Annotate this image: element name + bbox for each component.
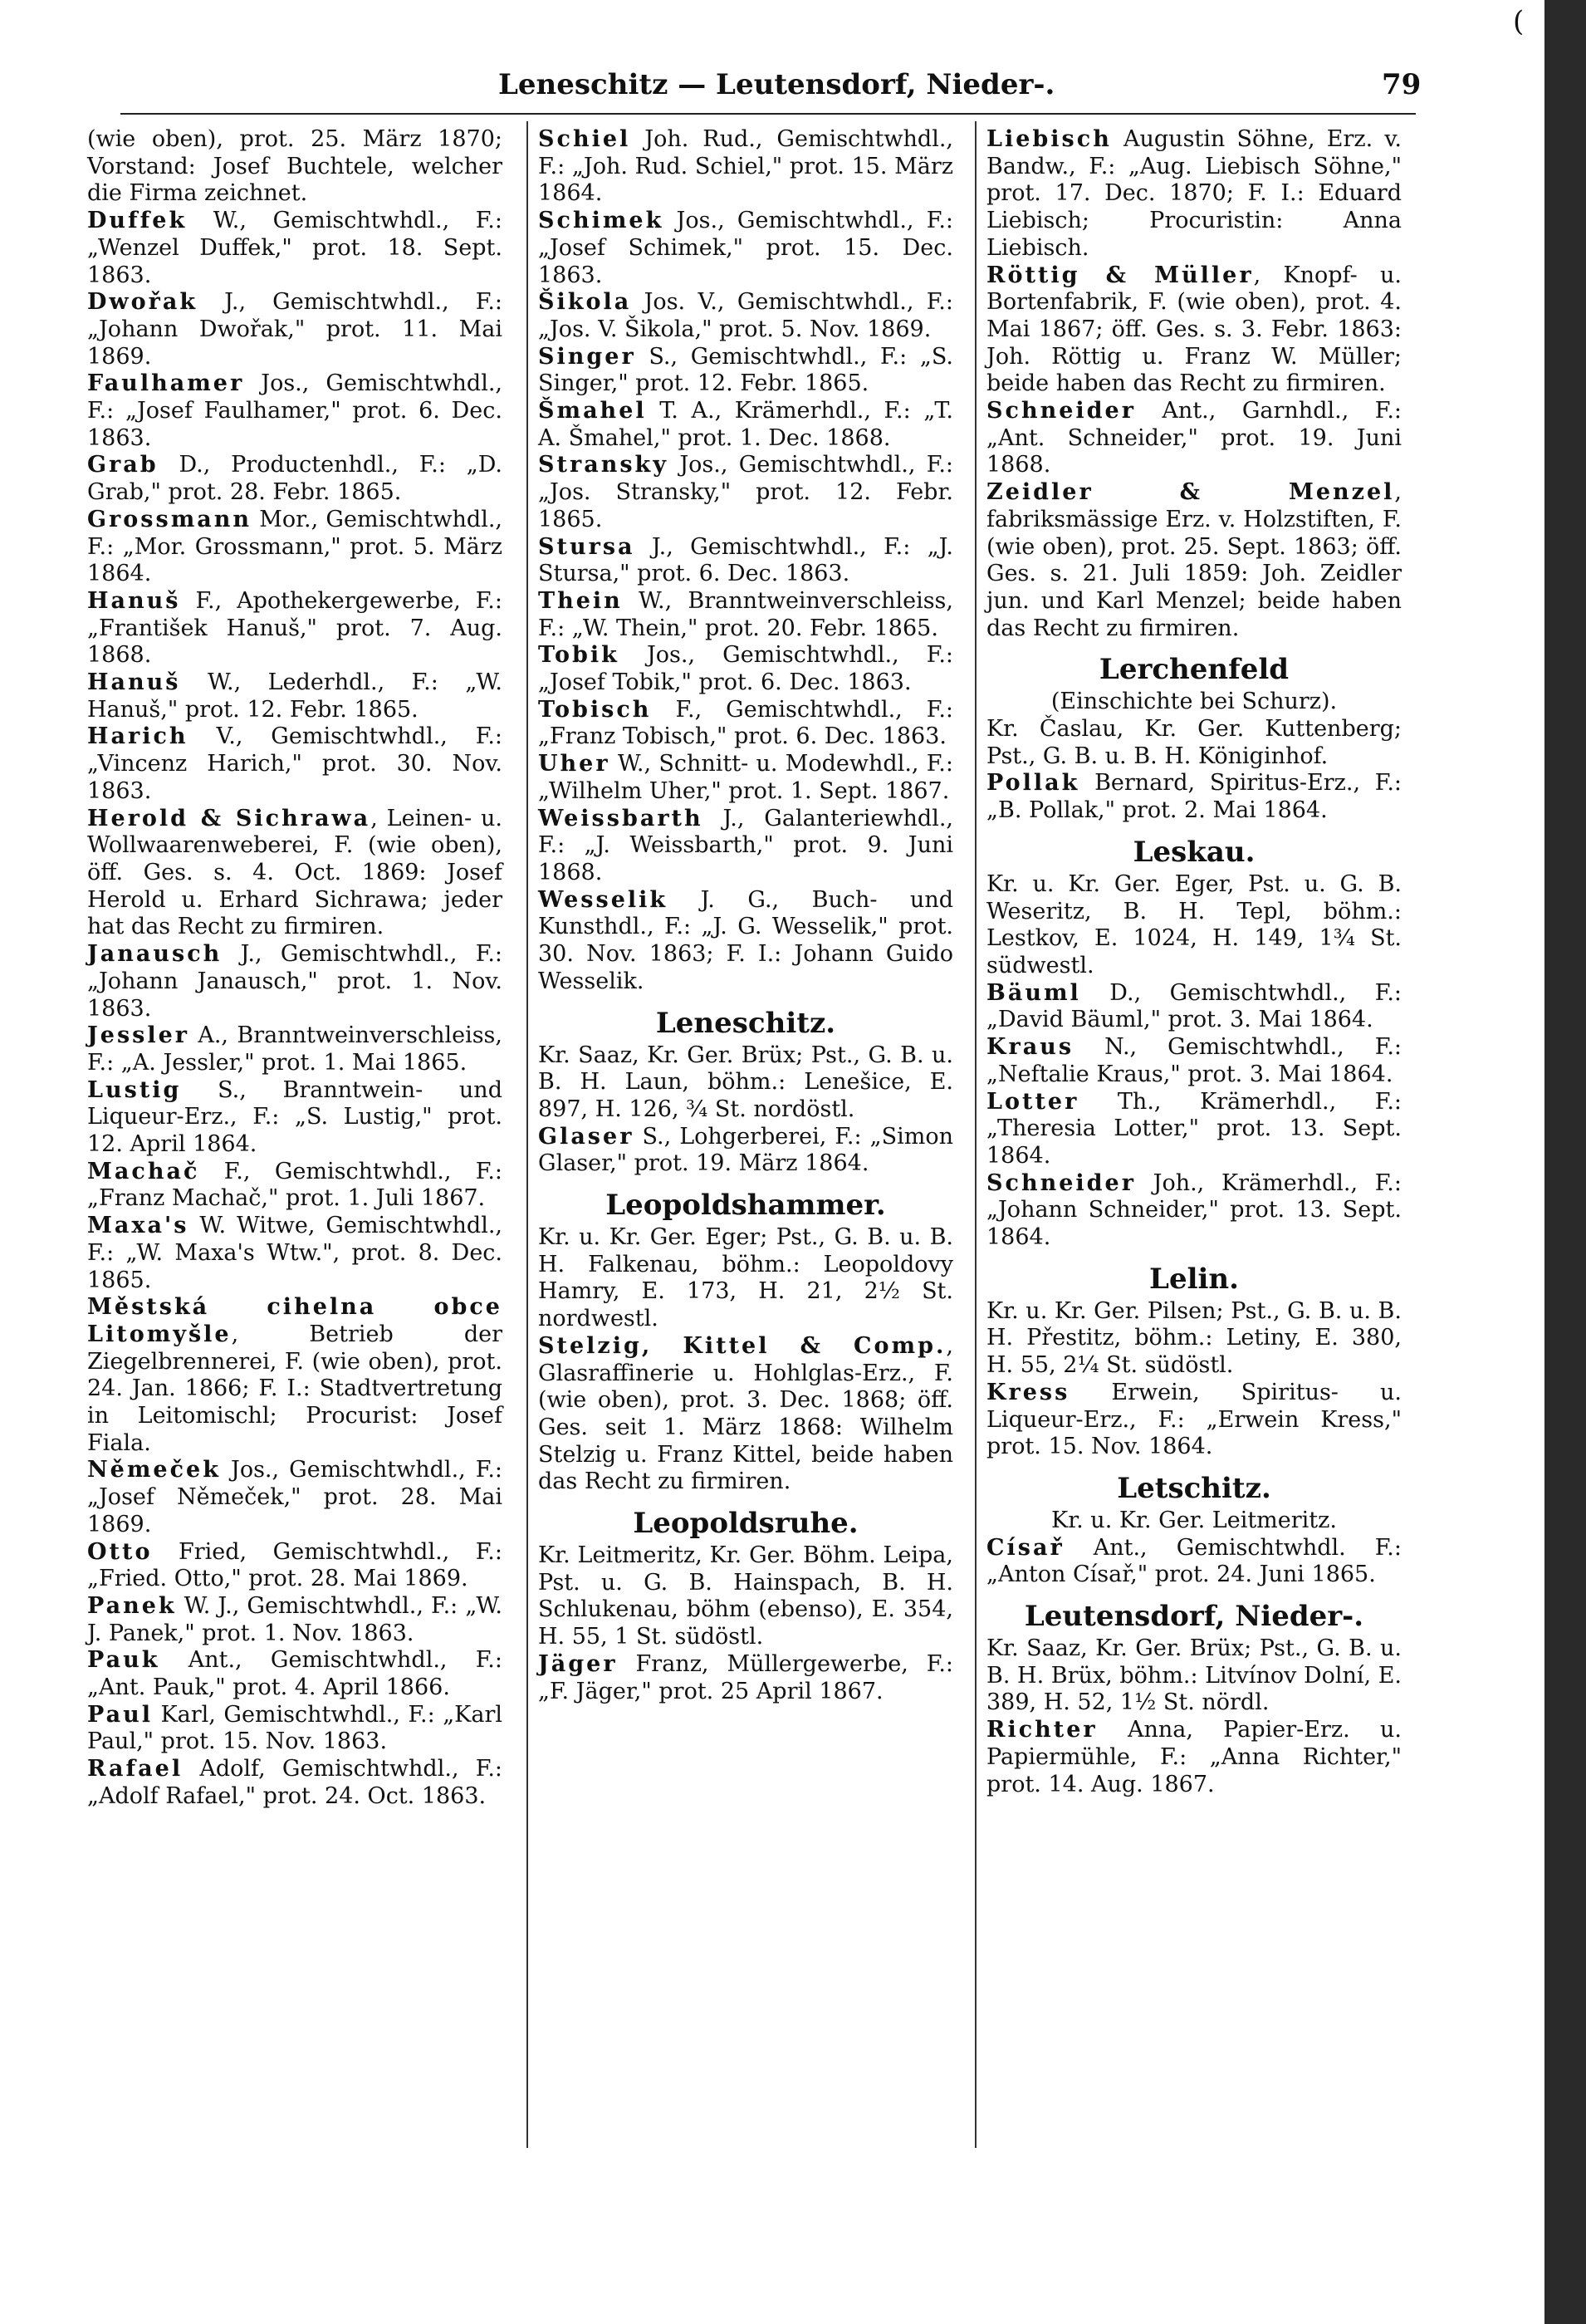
- directory-entry: [538, 208, 953, 289]
- entry-name: Císař: [986, 1534, 1065, 1561]
- entry-name: Machač: [87, 1158, 200, 1184]
- entry-details: Jos. V., Gemischtwhdl., F.: „Jos. V. Šikola," prot. 5. Nov. 1869.: [538, 289, 953, 342]
- entry-name: Schneider: [986, 1169, 1136, 1196]
- directory-entry: [538, 887, 953, 996]
- place-description: Kr. Saaz, Kr. Ger. Brüx; Pst., G. B. u. B. H. Laun, böhm.: Lenešice, E. 897, H. 126, ¾ St. nordöstl.: [538, 1042, 953, 1122]
- directory-entry: [986, 770, 1402, 824]
- directory-entry: [538, 1124, 953, 1178]
- directory-entry: [87, 370, 502, 452]
- place-description: Kr. u. Kr. Ger. Eger; Pst., G. B. u. B. H. Falkenau, böhm.: Leopoldovy Hamry, E. 173, H. 21, 2½ St. nordwestl.: [538, 1224, 953, 1332]
- entry-name: Šmahel: [538, 398, 647, 424]
- entry-name: Herold & Sichrawa: [87, 805, 371, 831]
- entry-details: Joh. Rud., Gemischtwhdl., F.: „Joh. Rud. Schiel," prot. 15. März 1864.: [538, 126, 953, 207]
- entry-name: Weissbarth: [538, 805, 703, 831]
- directory-entry: [87, 1539, 502, 1593]
- entry-details: S., Lohgerberei, F.: „Simon Glaser," prot. 19. März 1864.: [538, 1123, 953, 1177]
- entry-name: Harich: [87, 723, 188, 750]
- directory-entry: [538, 289, 953, 343]
- entry-name: Wesselik: [538, 886, 668, 913]
- scan-edge: [1544, 0, 1586, 2324]
- place-description: Kr. u. Kr. Ger. Eger, Pst. u. G. B. Weseritz, B. H. Tepl, böhm.: Lestkov, E. 1024, H. 149, 1¾ St. südwestl.: [986, 870, 1402, 978]
- directory-entry: [87, 1457, 502, 1538]
- directory-entry: [538, 588, 953, 642]
- entry-name: Tobisch: [538, 696, 652, 723]
- entry-details: J., Gemischtwhdl., F.: „Johann Janausch," prot. 1. Nov. 1863.: [87, 941, 502, 1022]
- directory-entry: [87, 507, 502, 588]
- place-heading: Leskau.: [1133, 835, 1256, 869]
- entry-details: , Betrieb der Ziegelbrennerei, F. (wie oben), prot. 24. Jan. 1866; F. I.: Stadtvertretung in Leitomischl; Procurist: Josef Fiala.: [87, 1321, 502, 1456]
- directory-entry: [986, 1034, 1402, 1088]
- entry-details: J., Gemischtwhdl., F.: „J. Stursa," prot. 6. Dec. 1863.: [538, 533, 953, 587]
- entry-details: , Leinen- u. Wollwaarenweberei, F. (wie oben), öff. Ges. s. 4. Oct. 1869: Josef Herold u. Erhard Sichrawa; jeder hat das Recht zu firmiren.: [87, 805, 502, 940]
- directory-entry: [538, 806, 953, 887]
- entry-name: Singer: [538, 343, 636, 370]
- entry-details: F., Gemischtwhdl., F.: „Franz Machač," prot. 1. Juli 1867.: [87, 1158, 502, 1212]
- directory-entry: [538, 344, 953, 398]
- directory-entry: [986, 126, 1402, 262]
- entry-name: Thein: [538, 587, 623, 614]
- entry-details: A., Branntweinverschleiss, F.: „A. Jessler," prot. 1. Mai 1865.: [87, 1022, 502, 1076]
- entry-details: S., Gemischtwhdl., F.: „S. Singer," prot. 12. Febr. 1865.: [538, 343, 953, 397]
- entry-details: Franz, Müllergewerbe, F.: „F. Jäger," prot. 25 April 1867.: [538, 1650, 953, 1704]
- running-header: [0, 68, 1544, 118]
- directory-entry: [986, 1717, 1402, 1798]
- directory-entry: [986, 1535, 1402, 1589]
- place-heading: Leopoldshammer.: [605, 1189, 886, 1223]
- entry-details: W., Branntweinverschleiss, F.: „W. Thein," prot. 20. Febr. 1865.: [538, 587, 953, 641]
- entry-details: J., Gemischtwhdl., F.: „Johann Dwořak," prot. 11. Mai 1869.: [87, 289, 502, 370]
- entry-details: Mor., Gemischtwhdl., F.: „Mor. Grossmann," prot. 5. März 1864.: [87, 506, 502, 587]
- entry-name: Glaser: [538, 1123, 634, 1150]
- entry-name: Paul: [87, 1701, 153, 1728]
- directory-entry: [986, 398, 1402, 479]
- entry-details: S., Branntwein- und Liqueur-Erz., F.: „S. Lustig," prot. 12. April 1864.: [87, 1076, 502, 1158]
- column-2: [538, 126, 953, 1705]
- entry-name: Richter: [986, 1717, 1098, 1743]
- entry-name: Pollak: [986, 770, 1080, 797]
- entry-details: Bernard, Spiritus-Erz., F.: „B. Pollak," prot. 2. Mai 1864.: [986, 770, 1402, 824]
- entry-details: Jos., Gemischtwhdl., F.: „Josef Faulhamer," prot. 6. Dec. 1863.: [87, 370, 502, 451]
- place-description: (wie oben), prot. 25. März 1870; Vorstand: Josef Buchtele, welcher die Firma zeichnet.: [87, 126, 502, 207]
- place-heading: Leneschitz.: [655, 1006, 836, 1040]
- directory-entry: [87, 669, 502, 723]
- place-heading: Letschitz.: [1117, 1471, 1271, 1505]
- entry-details: W., Schnitt- u. Modewhdl., F.: „Wilhelm Uher," prot. 1. Sept. 1867.: [538, 751, 953, 804]
- entry-details: Ant., Gemischtwhdl. F.: „Anton Císař," prot. 24. Juni 1865.: [986, 1534, 1402, 1588]
- entry-details: Adolf, Gemischtwhdl., F.: „Adolf Rafael," prot. 24. Oct. 1863.: [87, 1756, 502, 1809]
- entry-details: Erwein, Spiritus- u. Liqueur-Erz., F.: „Erwein Kress," prot. 15. Nov. 1864.: [986, 1379, 1402, 1460]
- directory-entry: [87, 1077, 502, 1159]
- directory-entry: [87, 1294, 502, 1457]
- entry-name: Lustig: [87, 1076, 182, 1103]
- entry-name: Grossmann: [87, 506, 252, 532]
- entry-name: Schimek: [538, 208, 664, 234]
- entry-details: Jos., Gemischtwhdl., F.: „Josef Němeček," prot. 28. Mai 1869.: [87, 1457, 502, 1537]
- entry-name: Janausch: [87, 941, 223, 968]
- page-corner-mark: (: [1513, 5, 1525, 38]
- directory-entry: [538, 751, 953, 805]
- entry-name: Zeidler & Menzel: [986, 479, 1395, 506]
- entry-details: , Knopf- u. Bortenfabrik, F. (wie oben), prot. 4. Mai 1867; öff. Ges. s. 3. Febr. 1863: Joh. Röttig u. Franz W. Müller; beide haben das Recht zu firmiren.: [986, 262, 1402, 397]
- entry-name: Šikola: [538, 289, 632, 316]
- entry-details: W., Gemischtwhdl., F.: „Wenzel Duffek," prot. 18. Sept. 1863.: [87, 208, 502, 288]
- entry-name: Stelzig, Kittel & Comp.: [538, 1332, 947, 1359]
- entry-details: , Glasraffinerie u. Hohlglas-Erz., F. (wie oben), prot. 3. Dec. 1868; öff. Ges. seit 1. März 1868: Wilhelm Stelzig u. Franz Kittel, beide haben das Recht zu firmiren.: [538, 1332, 953, 1495]
- directory-entry: [538, 1333, 953, 1496]
- directory-entry: [87, 1647, 502, 1701]
- entry-details: Jos., Gemischtwhdl., F.: „Jos. Stransky," prot. 12. Febr. 1865.: [538, 452, 953, 532]
- directory-entry: [986, 1170, 1402, 1252]
- entry-name: Kress: [986, 1379, 1070, 1405]
- directory-entry: [87, 588, 502, 669]
- directory-entry: [87, 1756, 502, 1810]
- place-description: Kr. Časlau, Kr. Ger. Kuttenberg; Pst., G. B. u. B. H. Königinhof.: [986, 716, 1402, 769]
- entry-details: F., Apothekergewerbe, F.: „František Hanuš," prot. 7. Aug. 1868.: [87, 587, 502, 669]
- page-title: Leneschitz — Leutensdorf, Nieder-.: [498, 68, 1055, 101]
- entry-details: Anna, Papier-Erz. u. Papiermühle, F.: „Anna Richter," prot. 14. Aug. 1867.: [986, 1717, 1402, 1797]
- entry-details: Th., Krämerhdl., F.: „Theresia Lotter," prot. 13. Sept. 1864.: [986, 1088, 1402, 1169]
- entry-details: N., Gemischtwhdl., F.: „Neftalie Kraus," prot. 3. Mai 1864.: [986, 1034, 1402, 1087]
- directory-entry: [87, 1593, 502, 1647]
- place-description: Kr. Saaz, Kr. Ger. Brüx; Pst., G. B. u. B. H. Brüx, böhm.: Litvínov Dolní, E. 389, H. 52, 1½ St. nördl.: [986, 1635, 1402, 1716]
- column-divider: [526, 121, 528, 2148]
- directory-entry: [87, 723, 502, 805]
- entry-details: D., Gemischtwhdl., F.: „David Bäuml," prot. 3. Mai 1864.: [986, 979, 1402, 1033]
- entry-name: Rafael: [87, 1756, 184, 1782]
- entry-name: Grab: [87, 452, 159, 478]
- entry-details: W. Witwe, Gemischtwhdl., F.: „W. Maxa's Wtw.", prot. 8. Dec. 1865.: [87, 1213, 502, 1293]
- entry-details: D., Productenhdl., F.: „D. Grab," prot. 28. Febr. 1865.: [87, 452, 502, 506]
- directory-entry: [87, 289, 502, 370]
- entry-name: Hanuš: [87, 669, 181, 696]
- header-rule: [120, 113, 1416, 115]
- place-description: Kr. Leitmeritz, Kr. Ger. Böhm. Leipa, Pst. u. G. B. Hainspach, B. H. Schlukenau, böhm (ebenso), E. 354, H. 55, 1 St. südöstl.: [538, 1542, 953, 1650]
- directory-entry: [87, 1213, 502, 1294]
- entry-name: Jäger: [538, 1650, 618, 1677]
- entry-details: Jos., Gemischtwhdl., F.: „Josef Schimek," prot. 15. Dec. 1863.: [538, 208, 953, 288]
- directory-entry: [87, 1022, 502, 1076]
- entry-name: Schneider: [986, 398, 1136, 424]
- directory-entry: [538, 126, 953, 208]
- directory-entry: [87, 208, 502, 289]
- entry-details: Ant., Garnhdl., F.: „Ant. Schneider," prot. 19. Juni 1868.: [986, 398, 1402, 478]
- entry-details: W., Lederhdl., F.: „W. Hanuš," prot. 12. Febr. 1865.: [87, 669, 502, 723]
- directory-entry: [986, 479, 1402, 642]
- entry-name: Němeček: [87, 1457, 221, 1483]
- place-heading: Lerchenfeld: [1099, 653, 1290, 687]
- entry-details: Joh., Krämerhdl., F.: „Johann Schneider," prot. 13. Sept. 1864.: [986, 1169, 1402, 1251]
- entry-name: Tobik: [538, 642, 619, 669]
- entry-name: Kraus: [986, 1034, 1074, 1061]
- entry-name: Stursa: [538, 533, 635, 560]
- entry-name: Dwořak: [87, 289, 198, 316]
- entry-name: Röttig & Müller: [986, 262, 1254, 288]
- place-heading: Lelin.: [1149, 1262, 1239, 1296]
- entry-name: Faulhamer: [87, 370, 245, 397]
- directory-entry: [87, 941, 502, 1022]
- entry-name: Městská cihelna obce Litomyšle: [87, 1294, 502, 1347]
- entry-name: Panek: [87, 1592, 177, 1619]
- directory-entry: [538, 642, 953, 696]
- entry-details: V., Gemischtwhdl., F.: „Vincenz Harich," prot. 30. Nov. 1863.: [87, 723, 502, 804]
- directory-entry: [87, 1159, 502, 1213]
- directory-entry: [986, 980, 1402, 1034]
- entry-name: Duffek: [87, 208, 188, 234]
- entry-name: Jessler: [87, 1022, 190, 1049]
- directory-entry: [538, 398, 953, 452]
- place-heading: Leopoldsruhe.: [633, 1507, 859, 1541]
- entry-name: Uher: [538, 751, 610, 777]
- entry-name: Bäuml: [986, 979, 1081, 1006]
- directory-entry: [986, 1089, 1402, 1170]
- entry-details: Fried, Gemischtwhdl., F.: „Fried. Otto," prot. 28. Mai 1869.: [87, 1538, 502, 1592]
- column-3: [986, 126, 1402, 1798]
- directory-entry: [986, 262, 1402, 399]
- place-subtitle: (Einschichte bei Schurz).: [1050, 689, 1338, 715]
- entry-name: Liebisch: [986, 126, 1112, 152]
- place-heading: Leutensdorf, Nieder-.: [1024, 1600, 1364, 1634]
- entry-details: J., Galanteriewhdl., F.: „J. Weissbarth," prot. 9. Juni 1868.: [538, 805, 953, 885]
- entry-name: Schiel: [538, 126, 631, 152]
- entry-details: Karl, Gemischtwhdl., F.: „Karl Paul," prot. 15. Nov. 1863.: [87, 1701, 502, 1755]
- entry-details: Augustin Söhne, Erz. v. Bandw., F.: „Aug. Liebisch Söhne," prot. 17. Dec. 1870; F. I.: Eduard Liebisch; Procuristin: Anna Liebisch.: [986, 126, 1402, 261]
- page-number: 79: [1382, 68, 1422, 101]
- entry-details: F., Gemischtwhdl., F.: „Franz Tobisch," prot. 6. Dec. 1863.: [538, 696, 953, 750]
- directory-entry: [87, 1702, 502, 1756]
- entry-details: J. G., Buch- und Kunsthdl., F.: „J. G. Wesselik," prot. 30. Nov. 1863; F. I.: Johann Guido Wesselik.: [538, 886, 953, 994]
- directory-entry: [538, 452, 953, 533]
- directory-entry: [87, 452, 502, 506]
- entry-details: W. J., Gemischtwhdl., F.: „W. J. Panek," prot. 1. Nov. 1863.: [87, 1592, 502, 1646]
- entry-name: Stransky: [538, 452, 668, 478]
- entry-name: Maxa's: [87, 1213, 189, 1239]
- entry-details: , fabriksmässige Erz. v. Holzstiften, F. (wie oben), prot. 25. Sept. 1863; öff. Ges. s. 21. Juli 1859: Joh. Zeidler jun. und Karl Menzel; beide haben das Recht zu firmiren.: [986, 479, 1402, 641]
- directory-entry: [986, 1380, 1402, 1461]
- entry-name: Otto: [87, 1538, 153, 1565]
- place-subtitle: Kr. u. Kr. Ger. Leitmeritz.: [1051, 1507, 1337, 1533]
- place-description: Kr. u. Kr. Ger. Pilsen; Pst., G. B. u. B. H. Přestitz, böhm.: Letiny, E. 380, H. 55, 2¼ St. südöstl.: [986, 1297, 1402, 1379]
- column-1: [87, 126, 502, 1811]
- entry-name: Lotter: [986, 1088, 1079, 1115]
- entry-details: Jos., Gemischtwhdl., F.: „Josef Tobik," prot. 6. Dec. 1863.: [538, 642, 953, 696]
- directory-entry: [538, 1651, 953, 1705]
- entry-details: Ant., Gemischtwhdl., F.: „Ant. Pauk," prot. 4. April 1866.: [87, 1647, 502, 1701]
- entry-details: T. A., Krämerhdl., F.: „T. A. Šmahel," prot. 1. Dec. 1868.: [538, 398, 953, 451]
- directory-entry: [538, 697, 953, 751]
- directory-entry: [538, 534, 953, 588]
- entry-name: Hanuš: [87, 587, 181, 614]
- column-divider: [975, 121, 977, 2148]
- entry-name: Pauk: [87, 1647, 160, 1674]
- directory-entry: [87, 806, 502, 942]
